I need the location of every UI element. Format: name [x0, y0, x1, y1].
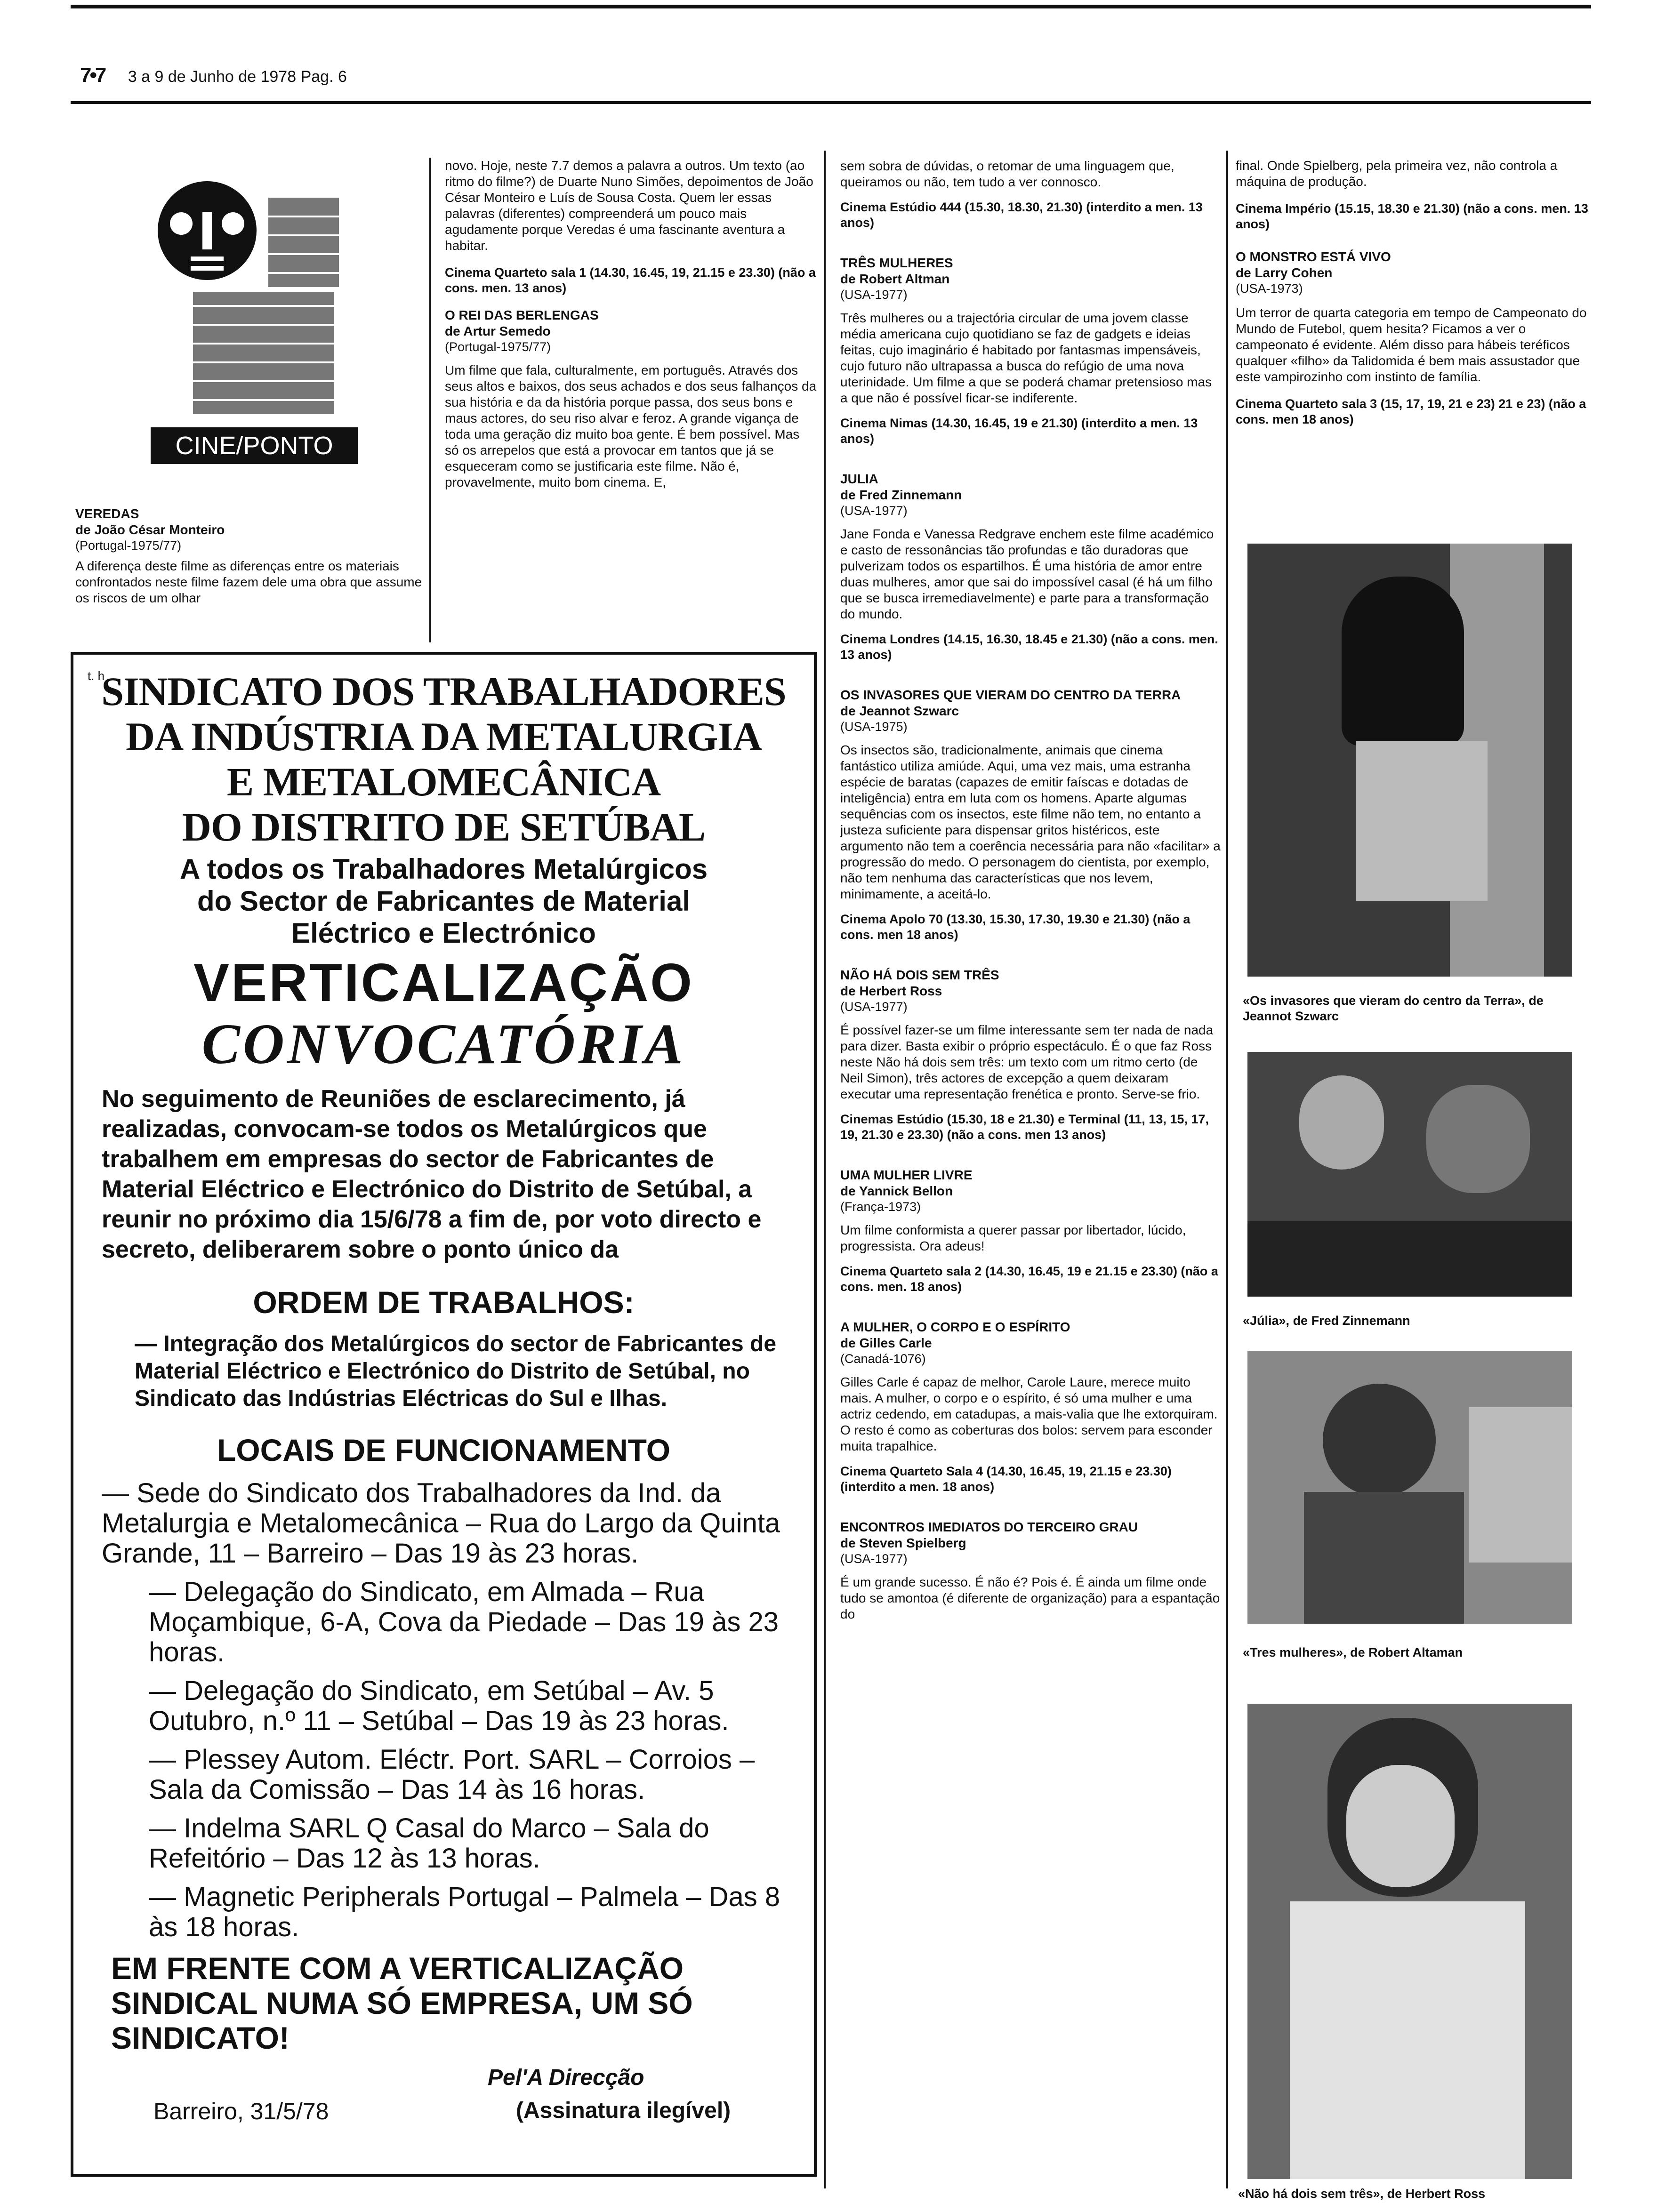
addressee-line: Eléctrico e Electrónico	[291, 917, 596, 949]
film-title: O MONSTRO ESTÁ VIVO	[1236, 249, 1391, 264]
union-name-line: DO DISTRITO DE SETÚBAL	[182, 804, 706, 850]
column-1	[75, 506, 424, 606]
film-review: É possível fazer-se um filme interessante sem ter nada de nada para dizer. Basta exibir o próprio espectáculo. É o que faz Ross neste Não há dois sem três: um texto com um ritmo certo (de Neil Simon), três actores de excepção a quem deixaram executar uma representação frenética e pronto. Serve-se frio.	[840, 1023, 1214, 1101]
film-director: de Larry Cohen	[1236, 265, 1333, 280]
showtimes: Cinema Quarteto sala 2 (14.30, 16.45, 19 e 21.15 e 23.30) (não a cons. men. 18 anos)	[840, 1264, 1218, 1294]
showtimes: Cinemas Estúdio (15.30, 18 e 21.30) e Terminal (11, 13, 15, 17, 19, 21.30 e 23.30) (não a cons. men 13 anos)	[840, 1112, 1209, 1142]
film-entry	[840, 1319, 1222, 1495]
showtimes: Cinema Quarteto sala 3 (15, 17, 19, 21 e 23) 21 e 23) (não a cons. men 18 anos)	[1236, 397, 1586, 426]
film-review: Um terror de quarta categoria em tempo de Campeonato do Mundo de Futebol, quem hesita? Ficamos a ver o campeonato é evidente. Além disso para hábeis teréficos qualquer «filho» da Talidomida é bem mais assustador que este vampirozinho com instinto de família.	[1236, 305, 1587, 384]
film-review: Três mulheres ou a trajectória circular de uma jovem classe média americana cujo quotidiano se faz de gadgets e ideias feitas, cujo imaginário é habitado por fantasmas impensáveis, cujo futuro não ultrapassa a busca do refúgio de uma nova uterinidade. Um filme a que se poderá chamar pretensioso mas a que não é possível ficar-se indiferente.	[840, 311, 1212, 405]
film-review: Gilles Carle é capaz de melhor, Carole Laure, merece muito mais. A mulher, o corpo e o espírito, é só uma mulher e uma actriz cedendo, em catadupas, a mais-valia que lhe extorquiram. O resto é como as coberturas dos bolos: servem para esconder muita trapalhice.	[840, 1375, 1218, 1453]
film-entry	[840, 1167, 1222, 1295]
film-review: final. Onde Spielberg, pela primeira vez, não controla a máquina de produção.	[1236, 158, 1558, 189]
film-review: É um grande sucesso. É não é? Pois é. É ainda um filme onde tudo se amontoa (é diferente de organização) para a espantação do	[840, 1575, 1220, 1621]
column-4	[1236, 158, 1593, 427]
photo-invasores	[1247, 544, 1572, 977]
film-origin: (USA-1975)	[840, 720, 908, 734]
film-director: de João César Monteiro	[75, 522, 225, 537]
film-entry	[840, 255, 1222, 447]
film-origin: (Canadá-1076)	[840, 1352, 926, 1366]
location-item: — Delegação do Sindicato, em Setúbal – Av. 5 Outubro, n.º 11 – Setúbal – Das 19 às 23 horas.	[149, 1675, 729, 1736]
header-rule	[71, 101, 1591, 104]
film-review: Um filme conformista a querer passar por libertador, lúcido, progressista. Ora adeus!	[840, 1223, 1186, 1253]
signature-block	[73, 2065, 814, 2140]
photo-caption: «Não há dois sem três», de Herbert Ross	[1238, 2187, 1486, 2201]
showtimes: Cinema Apolo 70 (13.30, 15.30, 17.30, 19.30 e 21.30) (não a cons. men 18 anos)	[840, 912, 1190, 942]
film-director: de Robert Altman	[840, 272, 950, 286]
location-item: — Indelma SARL Q Casal do Marco – Sala do Refeitório – Das 12 às 13 horas.	[149, 1813, 709, 1874]
newspaper-logo: 7•7	[80, 64, 105, 87]
film-title: ENCONTROS IMEDIATOS DO TERCEIRO GRAU	[840, 1520, 1138, 1534]
film-review: Jane Fonda e Vanessa Redgrave enchem este filme académico e casto de ressonâncias tão profundas e tão duradoras que pulverizam todos os espartilhos. É uma história de amor entre duas mulheres, amor que sai do impossível casal (é há um filho que se busca irremediavelmente) e parte para a transformação do mundo.	[840, 527, 1214, 621]
photo-julia	[1247, 1052, 1572, 1297]
notice-body: No seguimento de Reuniões de esclarecimento, já realizadas, convocam-se todos os Metalúrgicos que trabalhem em empresas do sector de Fabricantes de Material Eléctrico e Electrónico do Distrito de Setúbal, a reunir no próximo dia 15/6/78 a fim de, por voto directo e secreto, deliberarem sobre o ponto único da	[102, 1085, 762, 1263]
locations-title: LOCAIS DE FUNCIONAMENTO	[217, 1433, 671, 1467]
location-item: — Sede do Sindicato dos Trabalhadores da Ind. da Metalurgia e Metalomecânica – Rua do Largo da Quinta Grande, 11 – Barreiro – Das 19 às 23 horas.	[102, 1478, 780, 1569]
film-review: Os insectos são, tradicionalmente, animais que cinema fantástico utiliza amiúde. Aqui, uma vez mais, uma estranha espécie de baratas (capazes de emitir faíscas e dotadas de inteligência) entra em luta com os homens. Aparte algumas sequências com os insectos, este filme não tem, no entanto a justeza suficiente para dispensar gritos histéricos, este argumento não tem a coerência necessária para não «facilitar» a progressão do medo. O personagem do cientista, por exemplo, não tem nenhuma das características que nos levem, minimamente, a aceitá-lo.	[840, 743, 1221, 901]
film-review: novo. Hoje, neste 7.7 demos a palavra a outros. Um texto (ao ritmo do filme?) de Duarte Nuno Simões, depoimentos de João César Monteiro e Luís de Sousa Costa. Quem ler essas palavras (diferentes) compreenderá um pouco mais agudamente porque Veredas é uma fascinante aventura a habitar.	[445, 158, 813, 253]
showtimes: Cinema Império (15.15, 18.30 e 21.30) (não a cons. men. 13 anos)	[1236, 201, 1588, 231]
addressee-line: do Sector de Fabricantes de Material	[197, 885, 690, 917]
photo-tres-mulheres	[1247, 1351, 1572, 1624]
column-2	[445, 158, 817, 490]
film-origin: (USA-1973)	[1236, 281, 1303, 296]
film-director: de Steven Spielberg	[840, 1536, 966, 1550]
film-director: de Fred Zinnemann	[840, 488, 962, 502]
logo-art-icon	[151, 179, 358, 424]
film-entry	[840, 967, 1222, 1143]
film-review: sem sobra de dúvidas, o retomar de uma linguagem que, queiramos ou não, tem tudo a ver connosco.	[840, 159, 1174, 189]
film-director: de Artur Semedo	[445, 324, 551, 338]
agenda-item: — Integração dos Metalúrgicos do sector de Fabricantes de Material Eléctrico e Electrónico do Distrito de Setúbal, no Sindicato das Indústrias Eléctricas do Sul e Ilhas.	[135, 1331, 777, 1411]
showtimes: Cinema Estúdio 444 (15.30, 18.30, 21.30) (interdito a men. 13 anos)	[840, 200, 1203, 230]
film-origin: (Portugal-1975/77)	[75, 538, 182, 553]
locations-list	[102, 1478, 786, 1942]
showtimes: Cinema Nimas (14.30, 16.45, 19 e 21.30) (interdito a men. 13 anos)	[840, 416, 1198, 446]
signature-title: Pel'A Direcção	[488, 2065, 644, 2090]
showtimes: Cinema Quarteto Sala 4 (14.30, 16.45, 19, 21.15 e 23.30) (interdito a men. 18 anos)	[840, 1464, 1172, 1494]
ad-corner-mark: t. h	[88, 669, 105, 683]
headline: VERTICALIZAÇÃO	[193, 953, 694, 1013]
column-divider	[824, 151, 826, 2188]
film-review: Um filme que fala, culturalmente, em português. Através dos seus altos e baixos, dos seus achados e dos seus falhanços da sua história e da da história porque passa, dos seus bons e maus actores, do seu riso alvar e feroz. A grande vigança de toda uma geração diz muito boa gente. É bem possível. Mas só os arrepelos que está a provocar em tantos que já se esqueceram como se justificaria este filme. Não é, provavelmente, muito bom cinema. E,	[445, 363, 817, 489]
film-entry	[840, 158, 1222, 231]
showtimes: Cinema Londres (14.15, 16.30, 18.45 e 21.30) (não a cons. men. 13 anos)	[840, 632, 1218, 662]
column-divider	[1226, 151, 1228, 2188]
top-rule	[71, 5, 1591, 8]
film-entry	[840, 471, 1222, 663]
column-divider	[429, 158, 431, 642]
showtimes: Cinema Quarteto sala 1 (14.30, 16.45, 19, 21.15 e 23.30) (não a cons. men. 13 anos)	[445, 265, 816, 295]
photo-caption: «Tres mulheres», de Robert Altaman	[1243, 1645, 1463, 1659]
film-origin: (USA-1977)	[840, 1000, 908, 1014]
dateline: 3 a 9 de Junho de 1978 Pag. 6	[128, 68, 347, 86]
film-director: de Gilles Carle	[840, 1336, 932, 1350]
film-director: de Herbert Ross	[840, 984, 942, 998]
film-title: UMA MULHER LIVRE	[840, 1168, 973, 1182]
cine-ponto-logo	[141, 179, 377, 464]
union-name-line: E METALOMECÂNICA	[226, 759, 661, 804]
film-title: O REI DAS BERLENGAS	[445, 308, 599, 322]
place-date: Barreiro, 31/5/78	[153, 2098, 329, 2124]
film-origin: (USA-1977)	[840, 288, 908, 302]
photo-nao-ha-dois	[1247, 1704, 1572, 2179]
film-title: VEREDAS	[75, 506, 139, 521]
agenda-title: ORDEM DE TRABALHOS:	[253, 1285, 635, 1320]
film-origin: (USA-1977)	[840, 504, 908, 518]
film-title: JULIA	[840, 472, 878, 486]
headline-italic: CONVOCATÓRIA	[201, 1012, 686, 1076]
location-item: — Magnetic Peripherals Portugal – Palmela – Das 8 às 18 horas.	[149, 1882, 780, 1942]
column-3	[840, 151, 1222, 1647]
union-name-line: SINDICATO DOS TRABALHADORES	[101, 669, 786, 714]
union-name-line: DA INDÚSTRIA DA METALURGIA	[125, 714, 762, 759]
union-notice	[71, 652, 817, 2177]
photo-caption: «Os invasores que vieram do centro da Terra», de Jeannot Szwarc	[1243, 994, 1544, 1023]
signature-note: (Assinatura ilegível)	[516, 2098, 731, 2123]
film-title: TRÊS MULHERES	[840, 256, 953, 270]
location-item: — Delegação do Sindicato, em Almada – Rua Moçambique, 6-A, Cova da Piedade – Das 19 às 23 horas.	[149, 1577, 779, 1667]
section-badge: CINE/PONTO	[151, 427, 358, 464]
film-director: de Jeannot Szwarc	[840, 704, 959, 718]
film-origin: (USA-1977)	[840, 1552, 908, 1566]
photo-caption: «Júlia», de Fred Zinnemann	[1243, 1314, 1410, 1328]
location-item: — Plessey Autom. Eléctr. Port. SARL – Corroios – Sala da Comissão – Das 14 às 16 horas.	[149, 1744, 755, 1805]
film-title: NÃO HÁ DOIS SEM TRÊS	[840, 968, 999, 982]
film-origin: (Portugal-1975/77)	[445, 340, 551, 354]
film-entry	[840, 687, 1222, 943]
film-director: de Yannick Bellon	[840, 1184, 953, 1198]
film-title: OS INVASORES QUE VIERAM DO CENTRO DA TERRA	[840, 688, 1181, 702]
film-review: A diferença deste filme as diferenças entre os materiais confrontados neste filme fazem dele uma obra que assume os riscos de um olhar	[75, 559, 422, 605]
page-header	[80, 64, 347, 87]
film-entry	[840, 1519, 1222, 1622]
film-origin: (França-1973)	[840, 1200, 921, 1214]
film-title: A MULHER, O CORPO E O ESPÍRITO	[840, 1320, 1070, 1334]
closing-slogan: EM FRENTE COM A VERTICALIZAÇÃO SINDICAL NUMA SÓ EMPRESA, UM SÓ SINDICATO!	[111, 1951, 693, 2055]
addressee-line: A todos os Trabalhadores Metalúrgicos	[179, 853, 708, 885]
